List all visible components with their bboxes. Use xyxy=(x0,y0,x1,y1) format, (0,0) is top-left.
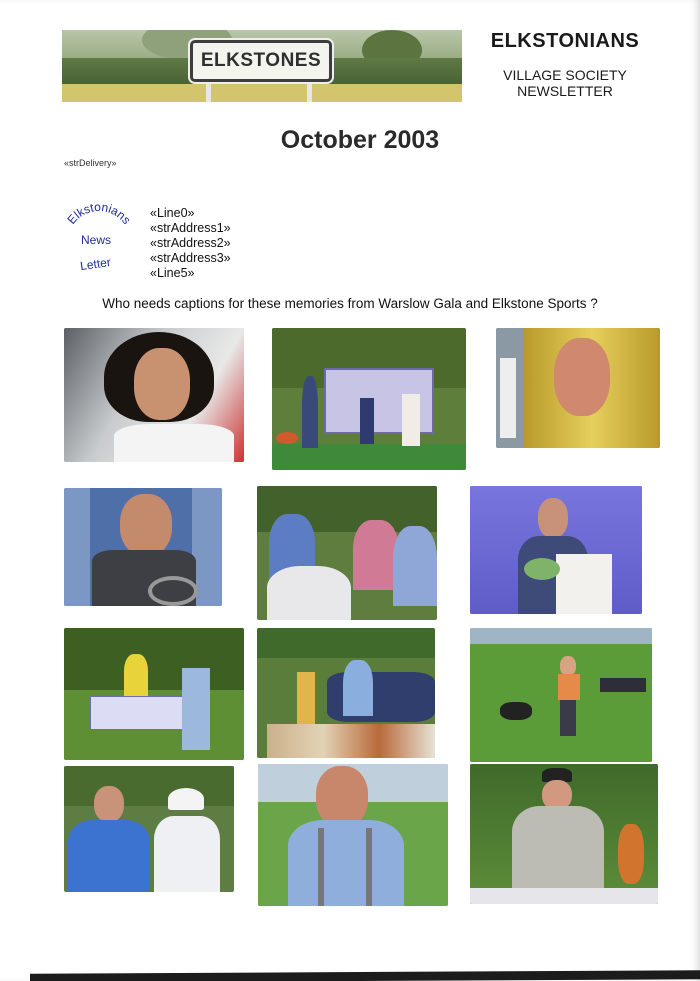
newsletter-subtitle xyxy=(475,67,655,99)
photo-men-in-crowd xyxy=(64,766,234,892)
scan-bottom-edge xyxy=(30,970,700,981)
logo-word-2: News xyxy=(80,233,112,247)
photo-man-in-car xyxy=(64,488,222,606)
address-line: «strAddress3» xyxy=(150,251,231,265)
newsletter-logo xyxy=(60,196,136,280)
photo-man-in-curly-wig xyxy=(64,328,244,462)
photo-woman-walking-dog xyxy=(470,628,652,762)
subtitle-line-1: VILLAGE SOCIETY xyxy=(503,67,627,83)
address-line: «strAddress1» xyxy=(150,221,231,235)
subtitle-line-2: NEWSLETTER xyxy=(517,83,613,99)
photo-man-smiling-braces xyxy=(258,764,448,906)
issue-date: October 2003 xyxy=(280,126,440,154)
address-line: «strAddress2» xyxy=(150,236,231,250)
delivery-merge-field: «strDelivery» xyxy=(64,158,117,168)
photo-woman-gold-wig xyxy=(496,328,660,448)
society-name: ELKSTONIANS xyxy=(490,30,640,52)
photo-car-boot-stall xyxy=(257,628,435,758)
address-line: «Line5» xyxy=(150,266,195,280)
photo-gala-queen xyxy=(470,486,642,614)
address-block xyxy=(150,206,231,281)
newsletter-title-block xyxy=(475,30,655,99)
logo-word-3: Letter xyxy=(79,254,112,274)
elkstones-sign-photo xyxy=(62,30,462,102)
photo-man-in-cap xyxy=(470,764,658,904)
logo-word-1: Elkstonians xyxy=(64,199,134,227)
address-line: «Line0» xyxy=(150,206,195,220)
village-sign: ELKSTONES xyxy=(190,40,332,82)
photo-gala-stage xyxy=(272,328,466,470)
photo-women-at-stall xyxy=(257,486,437,620)
caption-question: Who needs captions for these memories from Warslow Gala and Elkstone Sports ? xyxy=(102,296,598,311)
photo-cake-stall xyxy=(64,628,244,760)
